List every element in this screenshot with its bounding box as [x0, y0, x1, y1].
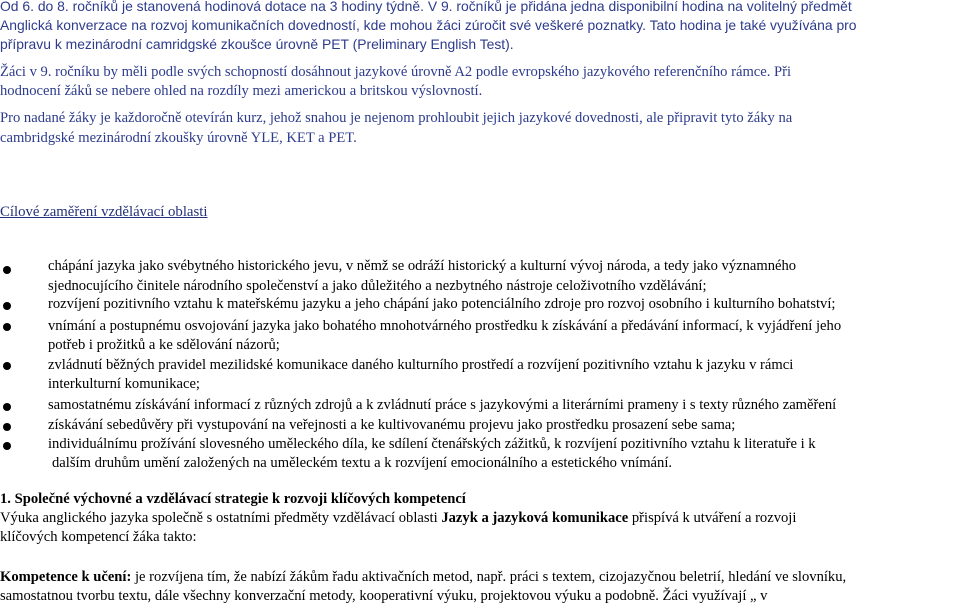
- competence-line1-rest: je rozvíjena tím, že nabízí žákům řadu aktivačních metod, např. práci s textem, cizojazyčnou beletrií, hledání ve slovníku,: [131, 569, 847, 585]
- intro-p3-line2: cambridgské mezinárodní zkoušky úrovně YLE, KET a PET.: [0, 130, 357, 146]
- strategy-line1-bold: Jazyk a jazyková komunikace: [441, 510, 629, 526]
- bullet-icon: [3, 442, 11, 450]
- bullet-icon: [3, 423, 11, 431]
- intro-p1-line1: Od 6. do 8. ročníků je stanovená hodinová dotace na 3 hodiny týdně. V 9. ročníků je přidána jedna disponibilní hodina na volitelný předmět: [0, 0, 852, 14]
- intro-p2-line1: Žáci v 9. ročníku by měli podle svých schopností dosáhnout jazykové úrovně A2 podle evropského jazykového referenčního rámce. Při: [0, 64, 792, 80]
- intro-p1-line2: Anglická konverzace na rozvoj komunikačních dovedností, kde mohou žáci zúročit své veškeré poznatky. Tato hodina je také využívána pro: [0, 17, 857, 33]
- list-item-text: samostatnému získávání informací z různých zdrojů a k zvládnutí práce s jazykovými a literárními prameny i s texty různého zaměření: [48, 397, 837, 413]
- list-item-text: získávání sebedůvěry při vystupování na veřejnosti a ke kultivovanému projevu jako prostředku prosazení sebe sama;: [48, 417, 736, 433]
- strategy-line1-pre: Výuka anglického jazyka společně s ostatními předměty vzdělávací oblasti: [0, 510, 442, 526]
- list-item-text: rozvíjení pozitivního vztahu k mateřskému jazyku a jeho chápání jako potenciálního zdroje pro rozvoj osobního i kulturního bohatství;: [48, 296, 836, 312]
- section-title: Cílové zaměření vzdělávací oblasti: [0, 204, 208, 220]
- bullet-icon: [3, 362, 11, 370]
- competence-line2: samostatnou tvorbu textu, dále všechny konverzační metody, kooperativní výuku, projektovou výuku a podobně. Žáci využívají „ v: [0, 588, 768, 604]
- strategy-line2: klíčových kompetencí žáka takto:: [0, 529, 197, 545]
- list-item-text: interkulturní komunikace;: [48, 376, 200, 392]
- list-item-text: chápání jazyka jako svébytného historického jevu, v němž se odráží historický a kulturní vývoj národa, a tedy jako významného: [48, 258, 797, 274]
- strategy-title: 1. Společné výchovné a vzdělávací strategie k rozvoji klíčových kompetencí: [0, 491, 466, 507]
- list-item-text: dalším druhům umění založených na uměleckém textu a k rozvíjení emocionálního a estetického vnímání.: [52, 455, 673, 471]
- intro-p1-line3: přípravu k mezinárodní camridgské zkoušce úrovně PET (Preliminary English Test).: [0, 36, 514, 52]
- list-item-text: vnímání a postupnému osvojování jazyka jako bohatého mnohotvárného prostředku k získávání a předávání informací, k vyjádření jeho: [48, 318, 842, 334]
- list-item-text: zvládnutí běžných pravidel mezilidské komunikace daného kulturního prostředí a rozvíjení pozitivního vztahu k jazyku v rámci: [48, 357, 794, 373]
- strategy-line1: [0, 508, 796, 528]
- list-item-text: individuálnímu prožívání slovesného uměleckého díla, ke sdílení čtenářských zážitků, k rozvíjení pozitivního vztahu k literatuře i k: [48, 436, 816, 452]
- bullet-icon: [3, 266, 11, 274]
- bullet-icon: [3, 403, 11, 411]
- bullet-icon: [3, 302, 11, 310]
- intro-p3-line1: Pro nadané žáky je každoročně otevírán kurz, jehož snahou je nejenom prohloubit jejich jazykové dovednosti, ale připravit tyto žáky na: [0, 110, 793, 126]
- bullet-icon: [3, 323, 11, 331]
- intro-p2-line2: hodnocení žáků se nebere ohled na rozdíly mezi americkou a britskou výslovností.: [0, 83, 483, 99]
- strategy-line1-post: přispívá k utváření a rozvoji: [628, 510, 797, 526]
- competence-line1: [0, 567, 846, 587]
- competence-label: Kompetence k učení:: [0, 569, 132, 585]
- list-item-text: sjednocujícího činitele národního společenství a jako důležitého a nezbytného nástroje celoživotního vzdělávání;: [48, 278, 707, 294]
- list-item-text: potřeb i prožitků a ke sdělování názorů;: [48, 337, 280, 353]
